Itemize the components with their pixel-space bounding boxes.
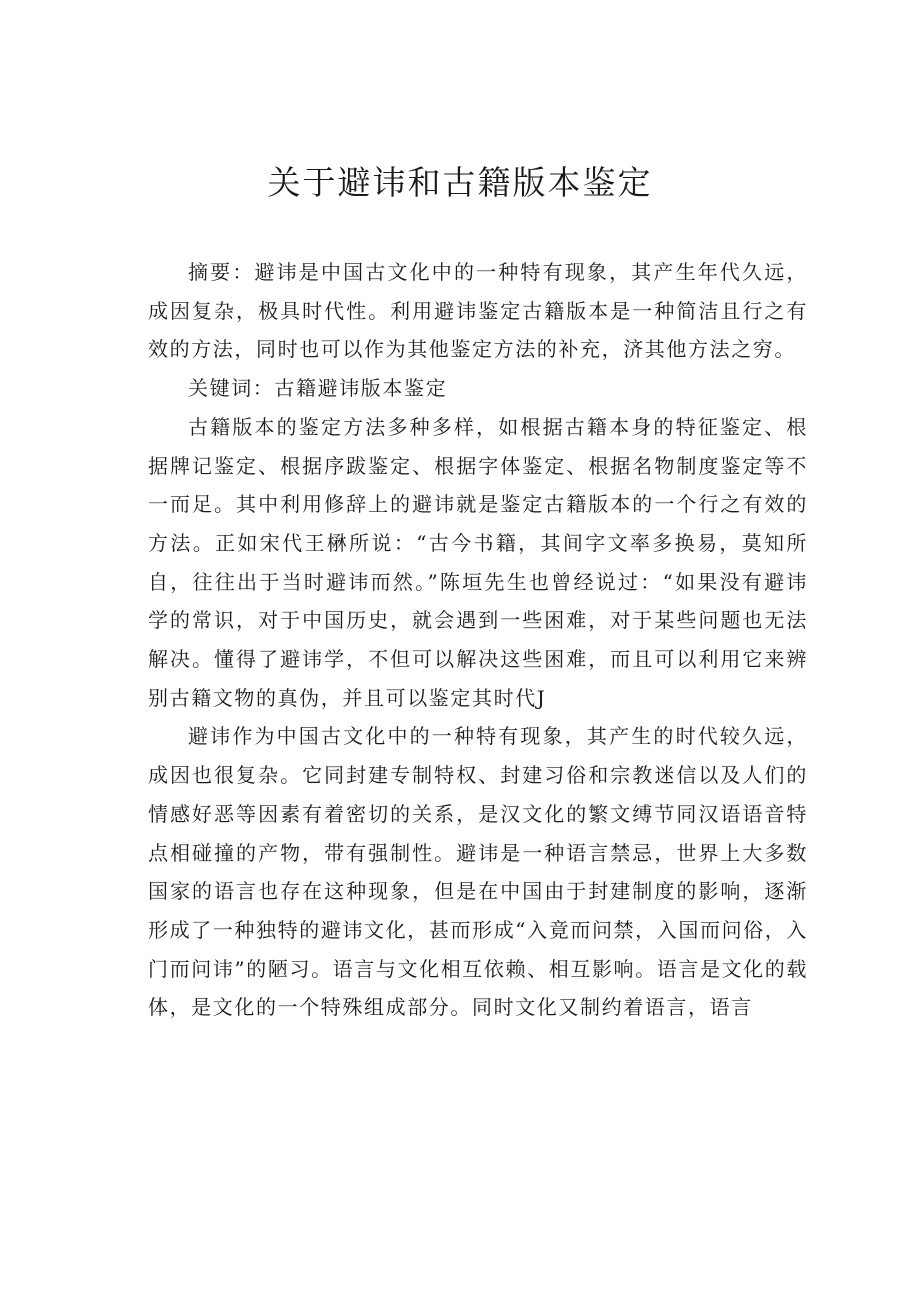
document-body [148,253,808,1027]
keywords-line: 关键词：古籍避讳版本鉴定 [188,376,448,401]
document-title: 关于避讳和古籍版本鉴定 [267,163,653,202]
body-paragraph-2: 避讳作为中国古文化中的一种特有现象，其产生的时代较久远，成因也很复杂。它同封建专制特权、封建习俗和宗教迷信以及人们的情感好恶等因素有着密切的关系，是汉文化的繁文缚节同汉语语音特点相碰撞的产物，带有强制性。避讳是一种语言禁忌，世界上大多数国家的语言也存在这种现象，但是在中国由于封建制度的影响，逐渐形成了一种独特的避讳文化，甚而形成“入竟而问禁，入国而问俗，入门而问讳”的陋习。语言与文化相互依赖、相互影响。语言是文化的载体，是文化的一个特殊组成部分。同时文化又制约着语言，语言 [148,724,808,1020]
body-paragraph-1: 古籍版本的鉴定方法多种多样，如根据古籍本身的特征鉴定、根据牌记鉴定、根据序跋鉴定、根据字体鉴定、根据名物制度鉴定等不一而足。其中利用修辞上的避讳就是鉴定古籍版本的一个行之有效的方法。正如宋代王楙所说：“古今书籍，其间字文率多换易，莫知所自，往往出于当时避讳而然。”陈垣先生也曾经说过：“如果没有避讳学的常识，对于中国历史，就会遇到一些困难，对于某些问题也无法解决。懂得了避讳学，不但可以解决这些困难，而且可以利用它来辨别古籍文物的真伪，并且可以鉴定其时代J [148,414,808,710]
abstract-paragraph: 摘要：避讳是中国古文化中的一种特有现象，其产生年代久远，成因复杂，极具时代性。利用避讳鉴定古籍版本是一种简洁且行之有效的方法，同时也可以作为其他鉴定方法的补充，济其他方法之穷。 [148,260,808,362]
